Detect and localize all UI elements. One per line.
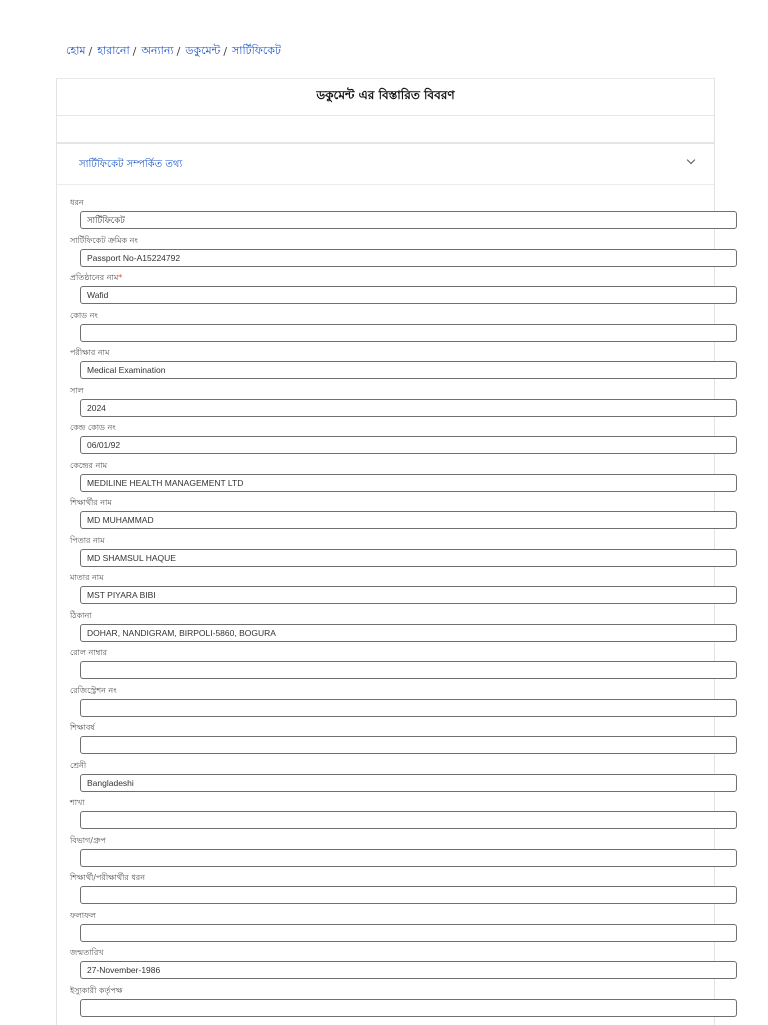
field-label-text: শ্রেনী xyxy=(70,760,87,770)
field-label-text: শিক্ষার্থী/পরীক্ষার্থীর ধরন xyxy=(70,873,145,882)
form-field xyxy=(70,498,740,536)
field-input[interactable]: MEDILINE HEALTH MANAGEMENT LTD xyxy=(80,474,737,492)
breadcrumb-home[interactable]: হোম xyxy=(66,44,86,57)
field-label-text: জন্মতারিখ xyxy=(70,948,104,957)
field-label xyxy=(70,986,122,996)
field-label-text: পরীক্ষার নাম xyxy=(70,348,110,357)
field-input[interactable]: Wafid xyxy=(80,286,737,304)
field-label-text: ঠিকানা xyxy=(70,610,92,620)
field-input[interactable] xyxy=(80,924,737,942)
field-input[interactable] xyxy=(80,811,737,829)
required-indicator: * xyxy=(118,273,123,282)
field-input[interactable] xyxy=(80,324,737,342)
form-field xyxy=(70,536,740,574)
form-field xyxy=(70,573,740,611)
field-input[interactable]: MST PIYARA BIBI xyxy=(80,586,737,604)
field-label xyxy=(70,236,138,246)
breadcrumb-separator: / xyxy=(132,45,137,58)
field-label xyxy=(70,761,86,771)
field-label-text: রোল নাম্বার xyxy=(70,648,107,657)
breadcrumb-separator: / xyxy=(88,45,93,58)
field-label-text: কেন্দ্রের নাম xyxy=(70,460,108,470)
form-field xyxy=(70,236,740,274)
field-label xyxy=(70,798,85,808)
field-label-text: ধরন xyxy=(70,198,84,207)
field-input[interactable]: Passport No-A15224792 xyxy=(80,249,737,267)
certificate-info-accordion[interactable] xyxy=(56,143,715,185)
form-field xyxy=(70,198,740,236)
form-field xyxy=(70,611,740,649)
field-input[interactable] xyxy=(80,736,737,754)
field-label-text: কেন্দ্র কোড নং xyxy=(70,423,116,432)
field-label xyxy=(70,723,95,733)
field-label xyxy=(70,386,84,396)
field-input[interactable]: Medical Examination xyxy=(80,361,737,379)
form-field xyxy=(70,461,740,499)
divider xyxy=(57,115,714,116)
form-field xyxy=(70,798,740,836)
field-input[interactable]: DOHAR, NANDIGRAM, BIRPOLI-5860, BOGURA xyxy=(80,624,737,642)
field-label-text: বিভাগ/গ্রুপ xyxy=(70,835,106,845)
field-input[interactable]: সার্টিফিকেট xyxy=(80,211,737,229)
breadcrumb xyxy=(66,42,281,61)
form-field xyxy=(70,311,740,349)
field-input[interactable] xyxy=(80,699,737,717)
form-field xyxy=(70,836,740,874)
field-label xyxy=(70,273,122,283)
divider xyxy=(57,184,714,185)
page-title: ডকুমেন্ট এর বিস্তারিত বিবরণ xyxy=(316,88,455,102)
field-input[interactable]: 2024 xyxy=(80,399,737,417)
field-label-text: শিক্ষার্থীর নাম xyxy=(70,498,112,507)
field-input[interactable]: Bangladeshi xyxy=(80,774,737,792)
form-field xyxy=(70,348,740,386)
field-label xyxy=(70,311,98,321)
field-label xyxy=(70,498,112,508)
form-field xyxy=(70,423,740,461)
form-field xyxy=(70,873,740,911)
form-field xyxy=(70,723,740,761)
field-label xyxy=(70,911,96,921)
field-label-text: পিতার নাম xyxy=(70,535,105,545)
field-label-text: প্রতিষ্ঠানের নাম xyxy=(70,273,119,282)
field-label xyxy=(70,836,106,846)
accordion-title: সার্টিফিকেট সম্পর্কিত তথ্য xyxy=(79,159,183,170)
field-label xyxy=(70,536,105,546)
field-label xyxy=(70,423,116,433)
field-label-text: শিক্ষাবর্ষ xyxy=(70,723,95,732)
breadcrumb-document[interactable]: ডকুমেন্ট xyxy=(185,44,221,57)
field-label xyxy=(70,948,103,958)
field-input[interactable] xyxy=(80,886,737,904)
field-label xyxy=(70,198,84,208)
field-label xyxy=(70,573,104,583)
field-input[interactable]: 06/01/92 xyxy=(80,436,737,454)
field-label-text: ফলাফল xyxy=(70,910,96,920)
field-label xyxy=(70,611,92,621)
field-label-text: মাতার নাম xyxy=(70,573,104,582)
field-input[interactable]: MD SHAMSUL HAQUE xyxy=(80,549,737,567)
field-label-text: রেজিস্ট্রেশন নং xyxy=(70,685,117,695)
form-field xyxy=(70,386,740,424)
field-label-text: সার্টিফিকেট ক্রমিক নং xyxy=(70,235,138,245)
form-field xyxy=(70,911,740,949)
field-label xyxy=(70,348,109,358)
field-input[interactable] xyxy=(80,999,737,1017)
field-label xyxy=(70,648,107,658)
field-label-text: সাল xyxy=(70,385,84,395)
breadcrumb-certificate[interactable]: সার্টিফিকেট xyxy=(232,44,281,57)
form-field xyxy=(70,948,740,986)
field-input[interactable]: 27-November-1986 xyxy=(80,961,737,979)
form-field xyxy=(70,686,740,724)
field-label-text: ইস্যুকারী কর্তৃপক্ষ xyxy=(70,985,123,995)
field-label xyxy=(70,873,145,883)
form-field xyxy=(70,273,740,311)
chevron-down-icon[interactable] xyxy=(687,156,695,164)
breadcrumb-separator: / xyxy=(176,45,181,58)
breadcrumb-lost[interactable]: হারানো xyxy=(97,44,130,57)
form-field xyxy=(70,761,740,799)
field-label xyxy=(70,686,117,696)
field-label-text: শাখা xyxy=(70,798,85,807)
certificate-form xyxy=(70,198,740,1023)
breadcrumb-others[interactable]: অন্যান্য xyxy=(141,44,174,57)
field-label-text: কোড নং xyxy=(70,310,98,320)
breadcrumb-separator: / xyxy=(223,45,228,58)
field-label xyxy=(70,461,107,471)
field-input[interactable] xyxy=(80,849,737,867)
form-field xyxy=(70,648,740,686)
form-field xyxy=(70,986,740,1024)
field-input[interactable]: MD MUHAMMAD xyxy=(80,511,737,529)
field-input[interactable] xyxy=(80,661,737,679)
